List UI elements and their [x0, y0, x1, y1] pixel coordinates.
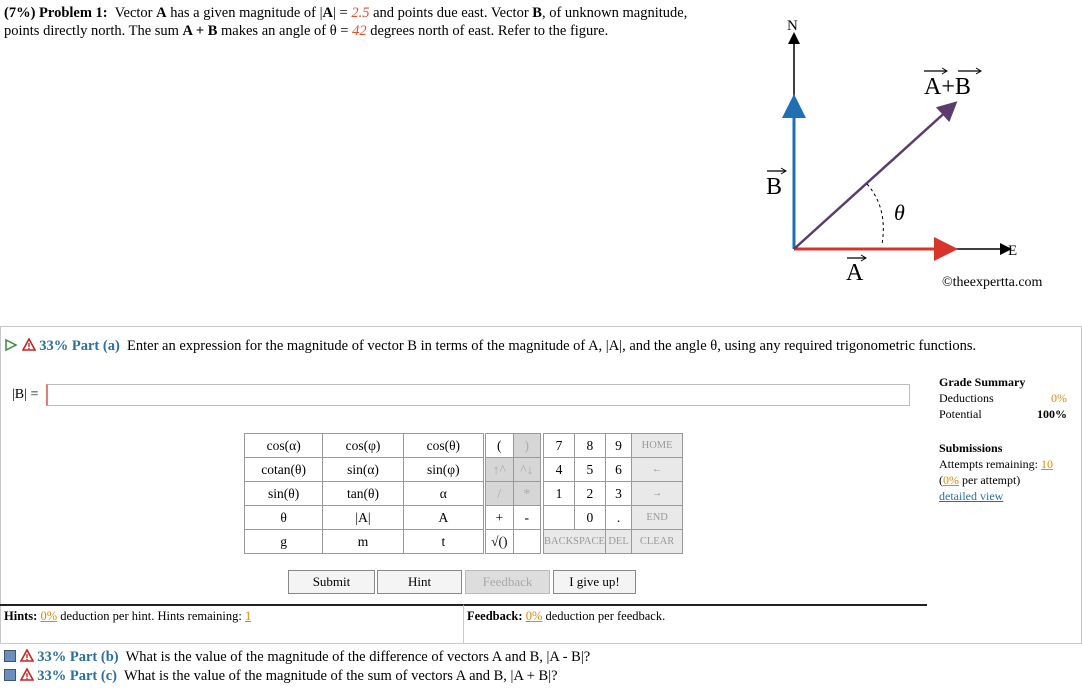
keypad-key[interactable]: cos(α)	[245, 434, 323, 458]
keypad-key[interactable]: α	[403, 482, 483, 506]
keypad-key[interactable]: cotan(θ)	[245, 458, 323, 482]
problem-text-1: Vector	[114, 5, 153, 21]
vector-figure	[740, 8, 1080, 298]
feedback-text: deduction per feedback.	[545, 609, 666, 623]
submit-button[interactable]: Submit	[288, 570, 375, 594]
attempts-value: 10	[1040, 457, 1053, 471]
grade-summary: Grade Summary Deductions 0% Potential 100% Submissions Attempts remaining: 10 (0% per attempt) detailed view	[939, 375, 1067, 503]
feedback-bar	[463, 604, 927, 644]
sum-label: A+B	[924, 74, 971, 100]
vector-a-abs: A	[322, 5, 333, 21]
east-label: E	[1008, 243, 1018, 259]
angle-arc	[867, 184, 883, 244]
warning-icon	[22, 338, 36, 351]
keypad-key[interactable]: sin(α)	[323, 458, 403, 482]
keypad-key[interactable]: sin(θ)	[245, 482, 323, 506]
part-b-question: What is the value of the magnitude of the difference of vectors A and B, |A - B|?	[125, 649, 591, 665]
keypad-key[interactable]: g	[245, 530, 323, 554]
hints-bar	[0, 604, 463, 644]
keypad-key[interactable]: DEL	[605, 530, 631, 554]
hint-button[interactable]: Hint	[377, 570, 462, 594]
keypad-key[interactable]: 2	[574, 482, 605, 506]
hints-pct: 0%	[40, 609, 58, 623]
keypad-key[interactable]: cos(θ)	[403, 434, 483, 458]
keypad-key[interactable]: *	[513, 482, 540, 506]
part-a-header	[4, 336, 1064, 355]
theta-label: θ	[894, 200, 905, 225]
number-keypad	[543, 433, 683, 554]
part-b-header[interactable]	[4, 648, 590, 666]
vector-b-name: B	[532, 5, 542, 21]
problem-text-2: has a given magnitude of |	[170, 5, 323, 21]
keypad-key[interactable]: m	[323, 530, 403, 554]
part-c-question: What is the value of the magnitude of the sum of vectors A and B, |A + B|?	[123, 668, 558, 684]
keypad-key[interactable]: 5	[574, 458, 605, 482]
operator-keypad	[485, 433, 541, 554]
feedback-button[interactable]: Feedback	[465, 570, 550, 594]
keypad-key[interactable]: cos(φ)	[323, 434, 403, 458]
hints-label: Hints:	[4, 609, 38, 623]
problem-text-4: and points due east. Vector	[373, 5, 529, 21]
copyright: ©theexpertta.com	[942, 275, 1043, 290]
problem-title: Problem 1:	[39, 5, 108, 21]
potential-value: 100%	[1037, 407, 1067, 421]
hints-text: deduction per hint. Hints remaining:	[60, 609, 242, 623]
keypad-key[interactable]: 9	[605, 434, 631, 458]
feedback-pct: 0%	[525, 609, 543, 623]
keypad-key[interactable]: )	[513, 434, 540, 458]
keypad-key[interactable]: 3	[605, 482, 631, 506]
attempts-label: Attempts remaining:	[939, 457, 1038, 471]
keypad-key[interactable]: sin(φ)	[403, 458, 483, 482]
problem-text-7: degrees north of east. Refer to the figure.	[370, 23, 609, 39]
warning-icon	[20, 649, 34, 662]
give-up-button[interactable]: I give up!	[553, 570, 636, 594]
deductions-label: Deductions	[939, 391, 994, 405]
north-label: N	[787, 18, 798, 34]
problem-text-5: , of unknown magnitude, points directly north. The sum	[4, 5, 688, 39]
answer-label: |B| =	[12, 387, 39, 402]
keypad-key[interactable]: (	[486, 434, 514, 458]
angle-value: 42	[352, 23, 367, 39]
keypad-key[interactable]: END	[632, 506, 683, 530]
potential-label: Potential	[939, 407, 982, 421]
part-a-question: Enter an expression for the magnitude of vector B in terms of the magnitude of A, |A|, and the angle θ, using any required trigonometric functions.	[127, 338, 977, 354]
problem-prefix: (7%)	[4, 5, 36, 21]
keypad-key[interactable]: .	[605, 506, 631, 530]
keypad-key[interactable]: √()	[486, 530, 514, 554]
part-c-header[interactable]	[4, 667, 558, 685]
keypad-key[interactable]: tan(θ)	[323, 482, 403, 506]
magnitude-value: 2.5	[351, 5, 370, 21]
keypad-key[interactable]: ←	[632, 458, 683, 482]
keypad-key[interactable]: A	[403, 506, 483, 530]
submissions-title: Submissions	[939, 441, 1003, 455]
keypad-key[interactable]: BACKSPACE	[544, 530, 606, 554]
keypad-key[interactable]: 7	[544, 434, 575, 458]
keypad-key[interactable]: →	[632, 482, 683, 506]
function-keypad	[244, 433, 484, 554]
part-c-percent[interactable]: 33% Part (c)	[37, 668, 117, 684]
collapsed-icon[interactable]	[4, 669, 16, 681]
per-attempt-pct: 0%	[943, 473, 959, 487]
keypad-key[interactable]: θ	[245, 506, 323, 530]
keypad-key[interactable]: 8	[574, 434, 605, 458]
vector-a-name: A	[156, 5, 167, 21]
keypad-key[interactable]: 0	[574, 506, 605, 530]
keypad-key[interactable]: |A|	[323, 506, 403, 530]
keypad-key[interactable]: 4	[544, 458, 575, 482]
part-a-percent[interactable]: 33% Part (a)	[39, 338, 120, 354]
keypad-key[interactable]: +	[486, 506, 514, 530]
keypad-key[interactable]: t	[403, 530, 483, 554]
b-label: B	[766, 174, 783, 200]
feedback-label: Feedback:	[467, 609, 523, 623]
play-icon[interactable]	[4, 338, 18, 352]
keypad-key[interactable]: 6	[605, 458, 631, 482]
answer-input[interactable]	[46, 384, 910, 406]
keypad-key[interactable]: 1	[544, 482, 575, 506]
keypad-key[interactable]: -	[513, 506, 540, 530]
problem-statement	[4, 4, 704, 40]
keypad-key[interactable]: ^↓	[513, 458, 540, 482]
detailed-view-link[interactable]: detailed view	[939, 489, 1004, 503]
keypad-key[interactable]	[513, 530, 540, 554]
keypad-key[interactable]: ↑^	[486, 458, 514, 482]
keypad-key[interactable]: CLEAR	[632, 530, 683, 554]
keypad-key[interactable]	[544, 506, 575, 530]
warning-icon	[20, 668, 34, 681]
grade-title: Grade Summary	[939, 375, 1026, 389]
vector-sum-name: A + B	[182, 23, 218, 39]
a-label: A	[846, 260, 864, 286]
problem-text-6: makes an angle of θ =	[221, 23, 349, 39]
part-a-panel	[0, 326, 1082, 644]
deductions-value: 0%	[1051, 391, 1067, 405]
collapsed-icon[interactable]	[4, 650, 16, 662]
part-b-percent[interactable]: 33% Part (b)	[37, 649, 119, 665]
per-attempt-text: per attempt)	[962, 473, 1021, 487]
hints-remaining: 1	[244, 609, 252, 623]
keypad-key[interactable]: HOME	[632, 434, 683, 458]
problem-text-3: | =	[333, 5, 348, 21]
vector-sum-arrow	[794, 108, 950, 249]
keypad-key[interactable]: /	[486, 482, 514, 506]
